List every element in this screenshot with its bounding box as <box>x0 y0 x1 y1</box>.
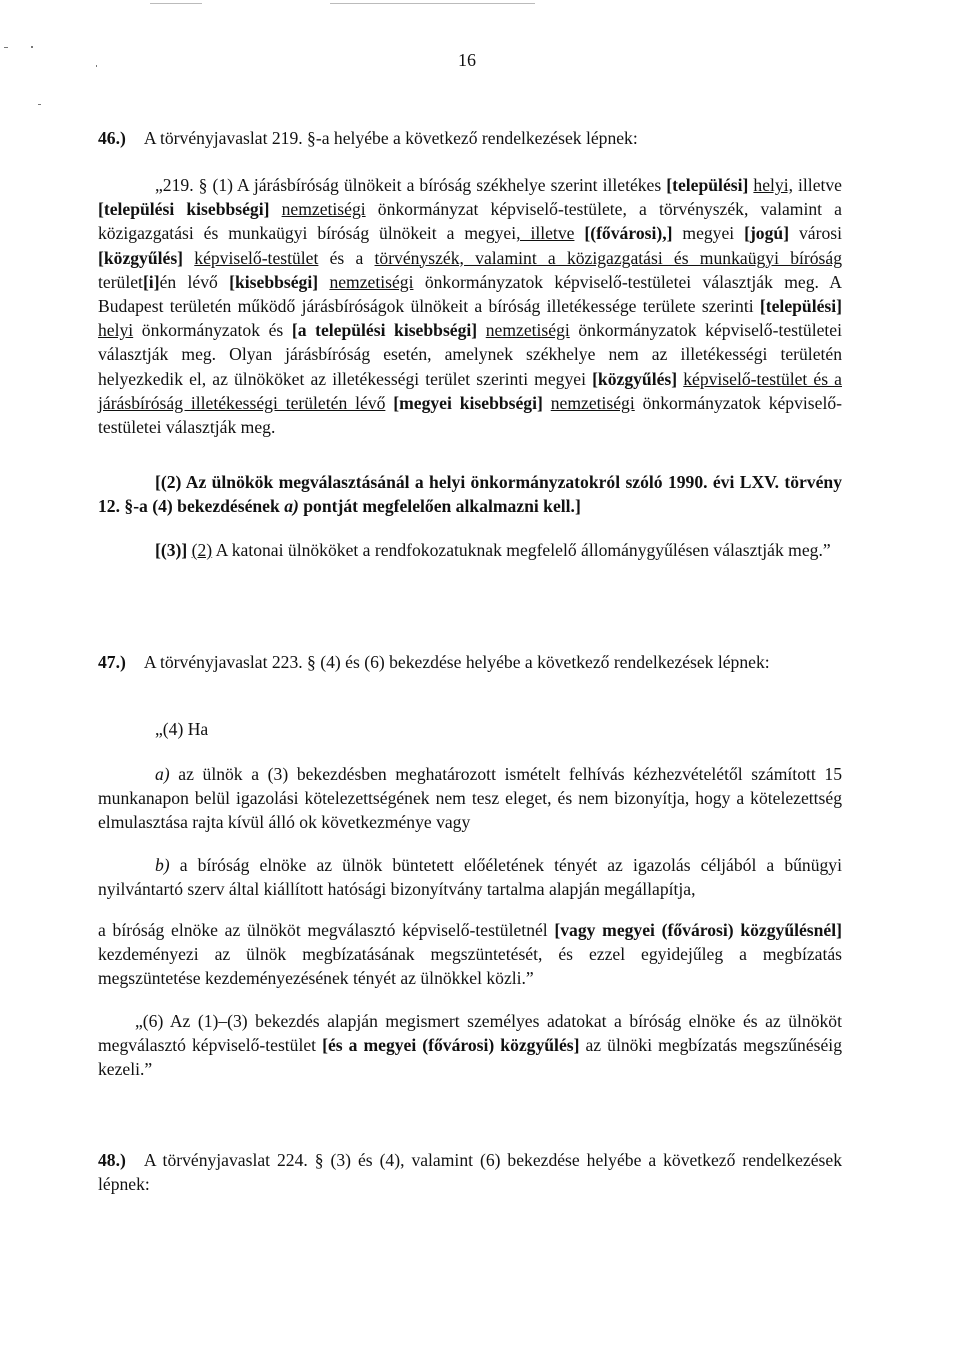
section-number: 46.) <box>98 128 126 148</box>
text-run: [közgyűlés] <box>98 247 184 268</box>
section-48 <box>98 1148 842 1196</box>
text-run: nemzetiségi <box>329 271 414 292</box>
scan-top-rule <box>150 3 202 4</box>
text-run <box>318 272 329 292</box>
text-run: illetve <box>792 175 842 195</box>
paragraph-219-3 <box>98 538 842 562</box>
text-run: [(fővárosi),] <box>584 223 673 244</box>
text-run: [a települési kisebbségi] <box>291 320 478 341</box>
section-47 <box>98 650 842 674</box>
list-item-a <box>98 762 842 835</box>
list-item <box>98 762 842 835</box>
text-run: helyi, <box>753 175 793 195</box>
text-run: a) <box>284 496 299 517</box>
text-run: törvényszék, valamint a közigazgatási és munkaügyi bíróság <box>374 247 842 268</box>
text-run: nemzetiségi <box>550 392 635 413</box>
text-run: [(2) Az ülnökök megválasztásánál a helyi önkormányzatokról szóló 1990. évi LXV. törvény 12. §-a (4) bekezdésének <box>98 472 842 517</box>
text-run: megyei <box>672 223 745 244</box>
text-run: [vagy megyei (fővárosi) közgyűlésnél] <box>554 920 842 940</box>
text-run: [i] <box>142 271 160 292</box>
paragraph-text <box>98 470 842 518</box>
text-run: a bíróság elnöke az ülnököt megválasztó képviselő-testületnél <box>98 920 555 940</box>
text-run: városi <box>789 223 842 244</box>
text-run: terület <box>98 271 143 292</box>
text-run: önkormányzatok képviselő-testületei választják meg. A Budapest területén működő járásbíróságok ülnökeit a bíróság illetékessége területe szerinti <box>98 271 842 317</box>
section-heading-text: A törvényjavaslat 219. §-a helyébe a következő rendelkezések lépnek: <box>143 128 638 148</box>
scan-top-rule <box>330 3 535 4</box>
paragraph-text <box>98 538 842 562</box>
text-run: (2) <box>191 540 213 560</box>
text-run: önkormányzatok képviselő-testületei választják meg. Olyan járásbíróság esetén, amelynek székhelye nem az illetékességi területén helyezkedik el, az ülnököket az illetékességi terület szerinti megyei <box>98 320 842 389</box>
paragraph-219-1 <box>98 173 842 439</box>
paragraph-text: „(4) Ha <box>155 719 209 739</box>
text-run: és a <box>318 247 375 268</box>
text-run: [közgyűlés] <box>592 368 678 389</box>
text-run: az ülnöki megbízatás megszűnéséig kezeli.” <box>98 1035 842 1080</box>
text-run: önkormányzatok képviselő-testületei választják meg. <box>98 392 842 438</box>
text-run: „219. § (1) A járásbíróság ülnökeit a bíróság székhelye szerint illetékes <box>155 175 667 195</box>
paragraph-223-4-intro <box>98 717 842 741</box>
list-item <box>98 853 842 901</box>
text-run: kezdeményezi az ülnök megbízatásának megszüntetését, és ezzel egyidejűleg a megbízatás megszüntetése kezdeményezésének tényét az ülnökkel közli.” <box>98 944 842 989</box>
text-run: [települési] <box>759 296 842 317</box>
text-run: [(3)] <box>155 540 188 560</box>
text-run: [jogú] <box>744 223 790 244</box>
text-run: helyi <box>98 320 134 341</box>
scan-mark <box>96 65 97 67</box>
text-run: önkormányzatok és <box>133 320 292 341</box>
text-run <box>477 320 486 340</box>
text-run: [települési kisebbségi] <box>98 199 270 220</box>
paragraph-text <box>98 918 842 991</box>
text-run <box>183 248 194 268</box>
scan-mark <box>38 104 41 105</box>
section-heading <box>98 1148 842 1196</box>
text-run: [települési] <box>666 175 749 195</box>
scan-mark <box>4 47 8 48</box>
page-number: 16 <box>458 50 476 70</box>
text-run: nemzetiségi <box>485 320 570 341</box>
text-run: pontját megfelelően alkalmazni kell.] <box>298 496 581 517</box>
paragraph-223-4-closing <box>98 918 842 991</box>
text-run: , illetve <box>516 223 575 244</box>
text-run <box>269 199 281 219</box>
paragraph-text <box>98 173 842 439</box>
item-text: az ülnök a (3) bekezdésben meghatározott ismételt felhívás kézhezvételétől számított 15 munkanapon belül igazolási kötelezettségének nem tesz eleget, és nem bizonyítja, hogy a kötelezettség elmulasztása rajta kívül álló ok következménye vagy <box>98 764 842 833</box>
section-heading <box>98 126 842 150</box>
paragraph-text <box>98 1009 842 1082</box>
section-heading-text: A törvényjavaslat 224. § (3) és (4), valamint (6) bekezdése helyébe a következő rendelkezések lépnek: <box>98 1150 842 1195</box>
text-run: én lévő <box>159 271 230 292</box>
list-item-b <box>98 853 842 901</box>
item-label: b) <box>155 855 170 875</box>
section-46 <box>98 126 842 150</box>
section-number: 47.) <box>98 652 126 672</box>
section-number: 48.) <box>98 1150 126 1170</box>
text-run <box>574 223 584 243</box>
text-run: [és a megyei (fővárosi) közgyűlés] <box>322 1035 580 1056</box>
section-heading <box>98 650 842 674</box>
text-run: „(6) Az (1)–(3) bekezdés alapján megismert személyes adatokat a bíróság elnöke és az ülnököt megválasztó képviselő-testület <box>98 1011 842 1056</box>
scan-mark <box>31 46 33 48</box>
item-label: a) <box>155 764 170 784</box>
text-run: A katonai ülnököket a rendfokozatuknak megfelelő állománygyűlésen választják meg.” <box>212 540 831 560</box>
section-heading-text: A törvényjavaslat 223. § (4) és (6) bekezdése helyébe a következő rendelkezések lépnek: <box>143 652 770 672</box>
text-run: nemzetiségi <box>281 199 366 220</box>
paragraph-223-6 <box>98 1009 842 1082</box>
paragraph-219-2 <box>98 470 842 518</box>
text-run: képviselő-testület és a járásbíróság illetékességi területén lévő <box>98 368 842 413</box>
item-text: a bíróság elnöke az ülnök büntetett előéletének tényét az igazolás céljából a bűnügyi nyilvántartó szerv által kiállított hatósági bizonyítvány tartalma alapján megállapítja, <box>98 855 842 900</box>
text-run: [kisebbségi] <box>229 271 319 292</box>
text-run: önkormányzat képviselő-testülete, a törvényszék, valamint a közigazgatási és munkaügyi bíróság ülnökeit a megyei <box>98 199 842 244</box>
text-run: [megyei kisebbségi] <box>393 392 543 413</box>
text-run <box>543 393 551 413</box>
text-run: képviselő-testület <box>194 247 319 268</box>
